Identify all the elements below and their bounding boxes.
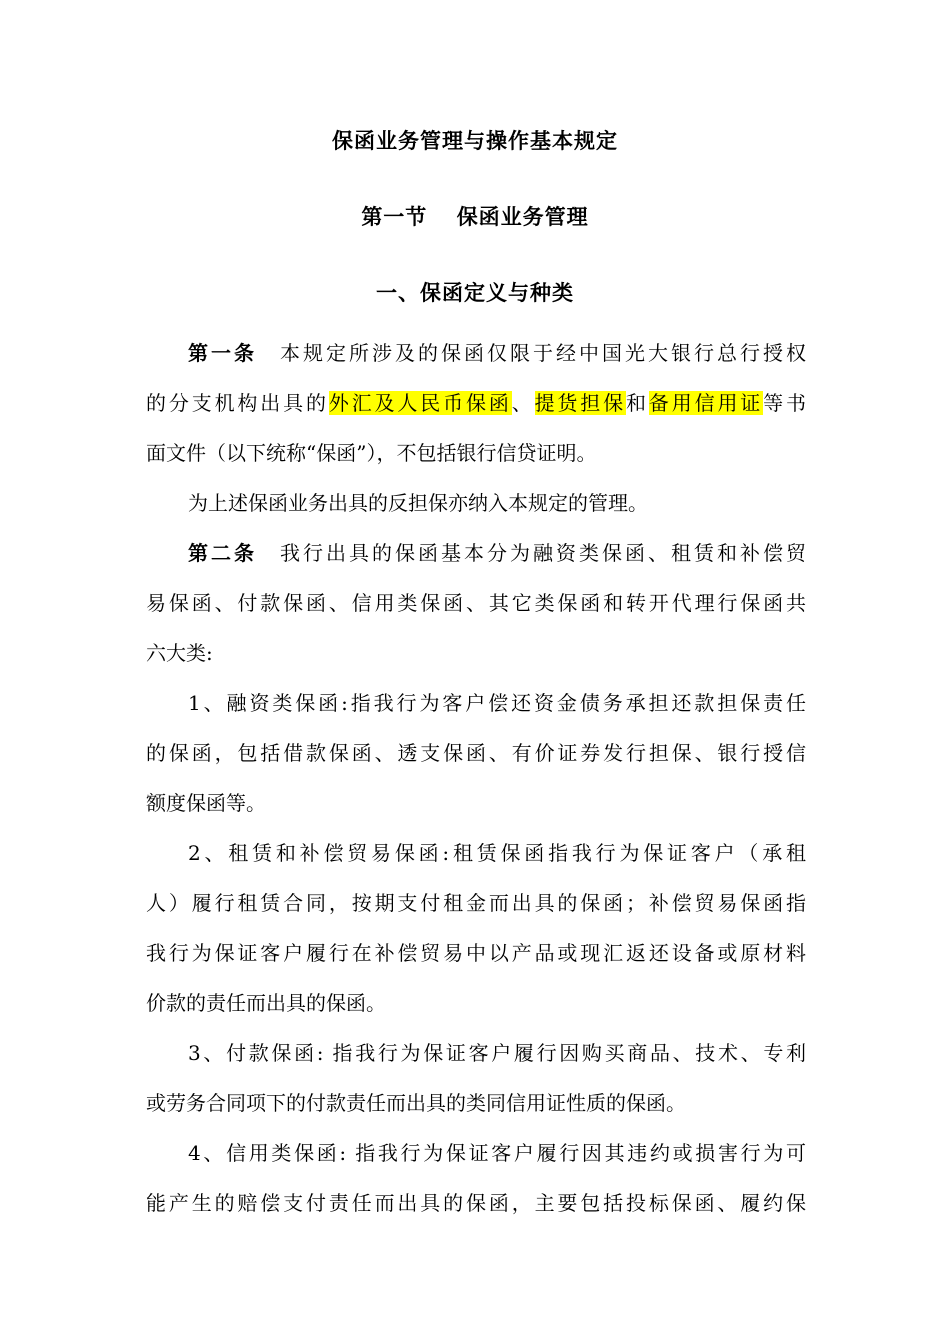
article-2-line-2: 易保函、付款保函、信用类保函、其它类保函和转开代理行保函共 [146, 591, 806, 615]
article-1-line-2: 的分支机构出具的外汇及人民币保函、提货担保和备用信用证等书 [146, 391, 807, 415]
item-4-line-1: 4、信用类保函: 指我行为保证客户履行因其违约或损害行为可 [188, 1141, 806, 1165]
item-2-line-2: 人）履行租赁合同，按期支付租金而出具的保函；补偿贸易保函指 [146, 891, 806, 915]
item-1-line-1: 1、融资类保函:指我行为客户偿还资金债务承担还款担保责任 [188, 691, 806, 715]
item-2-line-3: 我行为保证客户履行在补偿贸易中以产品或现汇返还设备或原材料 [146, 941, 806, 965]
article-1-label: 第一条 [188, 341, 257, 365]
article-2-label: 第二条 [188, 541, 257, 565]
highlight-delivery-guarantee: 提货担保 [534, 391, 627, 415]
article-2-line-1: 第二条 我行出具的保函基本分为融资类保函、租赁和补偿贸 [188, 541, 806, 565]
item-1-line-2: 的保函，包括借款保函、透支保函、有价证券发行担保、银行授信 [146, 741, 806, 765]
subheading: 一、保函定义与种类 [376, 281, 574, 305]
item-3-line-2: 或劳务合同项下的付款责任而出具的类同信用证性质的保函。 [146, 1091, 686, 1115]
article-2-line-3: 六大类: [146, 641, 213, 665]
item-3-line-1: 3、付款保函: 指我行为保证客户履行因购买商品、技术、专利 [188, 1041, 806, 1065]
article-1-line-1: 第一条 本规定所涉及的保函仅限于经中国光大银行总行授权 [188, 341, 806, 365]
item-2-line-1: 2、租赁和补偿贸易保函:租赁保函指我行为保证客户（承租 [188, 841, 806, 865]
document-title: 保函业务管理与操作基本规定 [332, 129, 618, 153]
section-number: 第一节 [361, 205, 428, 229]
section-name: 保函业务管理 [456, 205, 589, 229]
article-1-line-3: 面文件（以下统称“保函”），不包括银行信贷证明。 [146, 441, 597, 465]
article-1-line-4: 为上述保函业务出具的反担保亦纳入本规定的管理。 [188, 491, 648, 515]
item-2-line-4: 价款的责任而出具的保函。 [146, 991, 386, 1015]
item-1-line-3: 额度保函等。 [146, 791, 266, 815]
highlight-forex-rmb-guarantee: 外汇及人民币保函 [328, 391, 512, 415]
item-4-line-2: 能产生的赔偿支付责任而出具的保函，主要包括投标保函、履约保 [146, 1191, 806, 1215]
section-heading [0, 201, 950, 231]
highlight-standby-lc: 备用信用证 [648, 391, 764, 415]
